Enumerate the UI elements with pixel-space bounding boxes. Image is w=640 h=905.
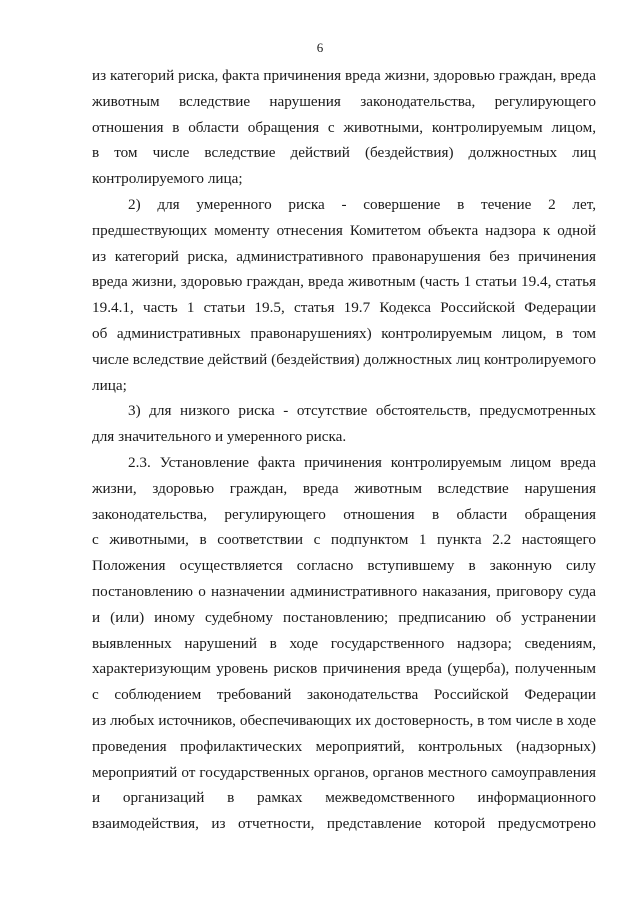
text-line: и (или) иному судебному постановлению; предписанию об устранении xyxy=(92,608,596,626)
text-line: числе вследствие действий (бездействия) должностных лиц контролируемого xyxy=(92,350,596,368)
text-line: и организаций в рамках межведомственного информационного xyxy=(92,789,596,807)
text-line: законодательства, регулирующего отношения в области обращения xyxy=(92,505,596,523)
text-line: выявленных нарушений в ходе государственного надзора; сведениям, xyxy=(92,634,596,652)
text-line: характеризующим уровень рисков причинения вреда (ущерба), полученным xyxy=(92,660,596,678)
text-line: животным вследствие нарушения законодательства, регулирующего xyxy=(92,92,596,110)
text-line: предшествующих моменту отнесения Комитетом объекта надзора к одной xyxy=(92,221,596,239)
text-line: лица; xyxy=(92,376,127,394)
text-line: вреда жизни, здоровью граждан, вреда животным (часть 1 статьи 19.4, статья xyxy=(92,273,596,291)
text-line: 2.3. Установление факта причинения контролируемым лицом вреда xyxy=(128,453,596,471)
document-body xyxy=(92,63,596,837)
text-line: для значительного и умеренного риска. xyxy=(92,428,347,446)
text-line: с животными, в соответствии с подпунктом 1 пункта 2.2 настоящего xyxy=(92,531,596,549)
text-line: из категорий риска, факта причинения вреда жизни, здоровью граждан, вреда xyxy=(92,67,596,84)
text-line: постановлению о назначении административного наказания, приговору суда xyxy=(92,582,596,600)
text-line: с соблюдением требований законодательства Российской Федерации xyxy=(92,686,596,704)
text-line: 3) для низкого риска - отсутствие обстоятельств, предусмотренных xyxy=(128,402,596,420)
text-line: взаимодействия, из отчетности, представление которой предусмотрено xyxy=(92,815,596,833)
text-line: жизни, здоровью граждан, вреда животным вследствие нарушения xyxy=(92,479,596,497)
text-line: 2) для умеренного риска - совершение в течение 2 лет, xyxy=(128,195,596,213)
text-line: об административных правонарушениях) контролируемым лицом, в том xyxy=(92,324,596,342)
text-line: мероприятий от государственных органов, органов местного самоуправления xyxy=(92,763,596,781)
text-line: в том числе вследствие действий (бездействия) должностных лиц xyxy=(92,144,596,162)
text-line: Положения осуществляется согласно вступившему в законную силу xyxy=(92,557,596,575)
text-line: проведения профилактических мероприятий, контрольных (надзорных) xyxy=(92,737,596,755)
text-line: 19.4.1, часть 1 статьи 19.5, статья 19.7 Кодекса Российской Федерации xyxy=(92,299,596,317)
text-line: контролируемого лица; xyxy=(92,170,243,188)
text-line: отношения в области обращения с животными, контролируемым лицом, xyxy=(92,118,596,136)
page-number: 6 xyxy=(316,40,324,55)
text-line: из любых источников, обеспечивающих их достоверность, в том числе в ходе xyxy=(92,711,596,729)
text-line: из категорий риска, административного правонарушения без причинения xyxy=(92,247,596,265)
